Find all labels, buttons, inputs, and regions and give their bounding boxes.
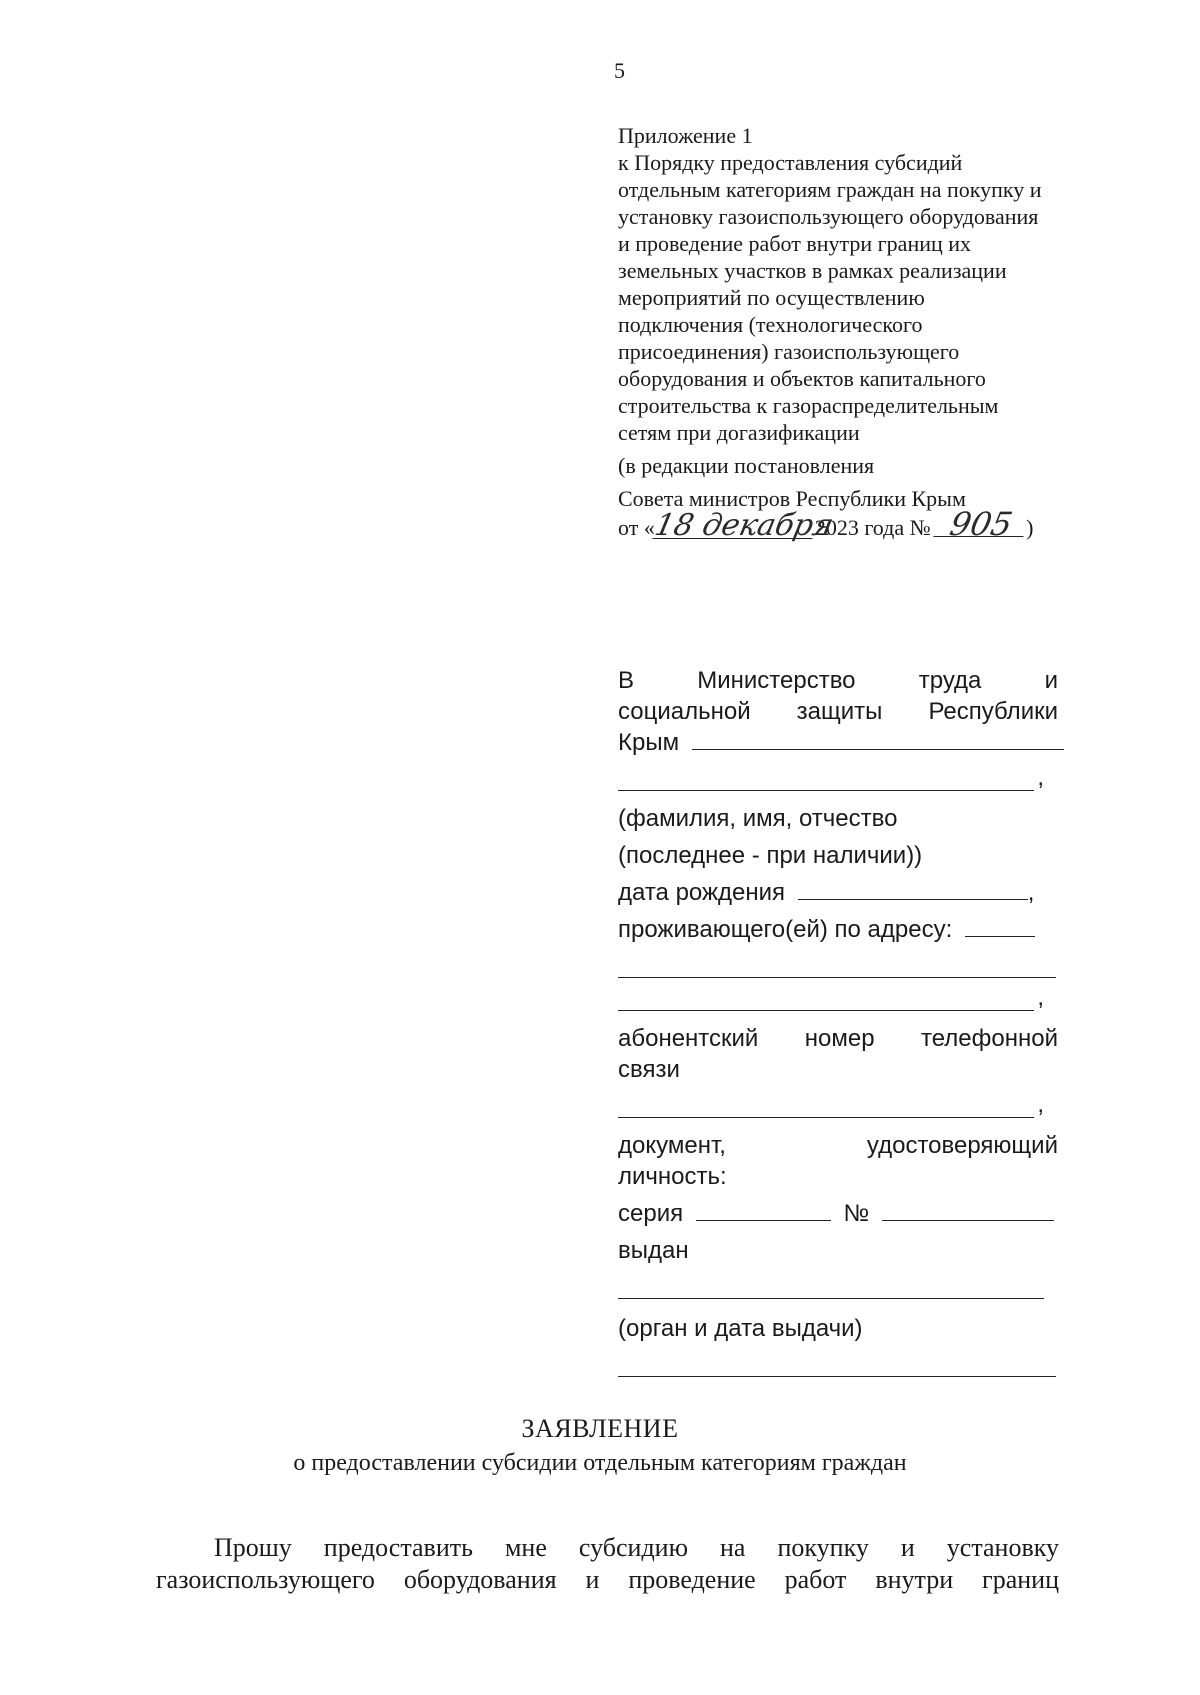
date-prefix: от « bbox=[618, 515, 655, 540]
address-label: проживающего(ей) по адресу: bbox=[618, 916, 953, 943]
phone-label-line2: связи bbox=[618, 1056, 680, 1083]
edition-issuer: Совета министров Республики Крым bbox=[618, 486, 966, 511]
appendix-line: сетям при догазификации bbox=[618, 420, 860, 445]
date-year-label: 2023 года № bbox=[814, 515, 931, 540]
issued-blank-row bbox=[618, 1272, 1044, 1299]
issued-label: выдан bbox=[618, 1237, 689, 1264]
appendix-line: подключения (технологического bbox=[618, 312, 923, 337]
appendix-line: мероприятий по осуществлению bbox=[618, 285, 925, 310]
series-label: серия bbox=[618, 1200, 684, 1227]
appendix-line: строительства к газораспределительным bbox=[618, 393, 999, 418]
appendix-header bbox=[618, 122, 1088, 541]
resolution-date-line bbox=[618, 505, 1088, 543]
address-blank-row-2 bbox=[618, 984, 1044, 1011]
issuer-hint: (орган и дата выдачи) bbox=[618, 1315, 863, 1342]
issued-blank-line[interactable] bbox=[618, 1272, 1044, 1299]
appendix-line: и проведение работ внутри границ их bbox=[618, 231, 972, 256]
fio-hint-line2: (последнее - при наличии)) bbox=[618, 842, 923, 869]
statement-subtitle: о предоставлении субсидии отдельным категориям граждан bbox=[293, 1450, 907, 1476]
id-document-label-line2: личность: bbox=[618, 1163, 727, 1190]
series-blank[interactable] bbox=[696, 1198, 831, 1221]
issuer-blank-line[interactable] bbox=[618, 1350, 1056, 1377]
comma: , bbox=[1037, 1091, 1044, 1118]
appendix-line: присоединения) газоиспользующего bbox=[618, 339, 960, 364]
name-blank-line[interactable] bbox=[618, 764, 1034, 791]
appendix-line: к Порядку предоставления субсидий bbox=[618, 150, 963, 175]
number-blank[interactable] bbox=[882, 1198, 1054, 1221]
addressee-ministry-line2: социальной защиты Республики bbox=[618, 698, 1058, 725]
addressee-block bbox=[618, 665, 1058, 1377]
appendix-line: установку газоиспользующего оборудования bbox=[618, 204, 1039, 229]
statement-title: ЗАЯВЛЕНИЕ bbox=[521, 1414, 679, 1443]
address-blank-line[interactable] bbox=[618, 951, 1056, 978]
appendix-line: оборудования и объектов капитального bbox=[618, 366, 986, 391]
handwritten-number: 905 bbox=[933, 512, 1028, 537]
appendix-title: Приложение 1 bbox=[618, 123, 753, 148]
addressee-ministry-line3-text: Крым bbox=[618, 729, 680, 756]
ministry-blank-line bbox=[692, 727, 1064, 750]
statement-body-line: Прошу предоставить мне субсидию на покупку и установку bbox=[214, 1533, 1059, 1562]
address-blank-inline[interactable] bbox=[965, 914, 1035, 937]
appendix-line: отдельным категориям граждан на покупку и bbox=[618, 177, 1042, 202]
statement-body-line: газоиспользующего оборудования и проведение работ внутри границ bbox=[156, 1565, 1059, 1594]
date-suffix: ) bbox=[1026, 515, 1034, 540]
birth-date-label: дата рождения bbox=[618, 879, 786, 906]
comma: , bbox=[1037, 764, 1044, 791]
addressee-ministry-line1: В Министерство труда и bbox=[618, 667, 1058, 694]
address-row bbox=[618, 914, 1058, 945]
issuer-blank-row bbox=[618, 1350, 1056, 1377]
address-blank-line[interactable] bbox=[618, 984, 1034, 1011]
id-document-label-line1: документ, удостоверяющий bbox=[618, 1132, 1058, 1159]
statement-body bbox=[156, 1532, 1059, 1596]
appendix-line: земельных участков в рамках реализации bbox=[618, 258, 1007, 283]
phone-blank-line[interactable] bbox=[618, 1091, 1034, 1118]
fio-hint-line1: (фамилия, имя, отчество bbox=[618, 805, 898, 832]
birth-date-row bbox=[618, 877, 1058, 908]
address-blank-row-1 bbox=[618, 951, 1056, 978]
name-blank-row bbox=[618, 764, 1044, 791]
handwritten-date: 18 декабря bbox=[651, 508, 837, 543]
page-number: 5 bbox=[614, 58, 625, 83]
series-number-row bbox=[618, 1198, 1058, 1229]
addressee-ministry-line3 bbox=[618, 727, 1058, 758]
number-label: № bbox=[843, 1200, 870, 1227]
comma: , bbox=[1037, 984, 1044, 1011]
birth-date-blank[interactable] bbox=[798, 877, 1028, 900]
phone-label-line1: абонентский номер телефонной bbox=[618, 1025, 1058, 1052]
comma: , bbox=[1027, 879, 1035, 906]
phone-blank-row bbox=[618, 1091, 1044, 1118]
edition-note: (в редакции постановления bbox=[618, 453, 875, 478]
